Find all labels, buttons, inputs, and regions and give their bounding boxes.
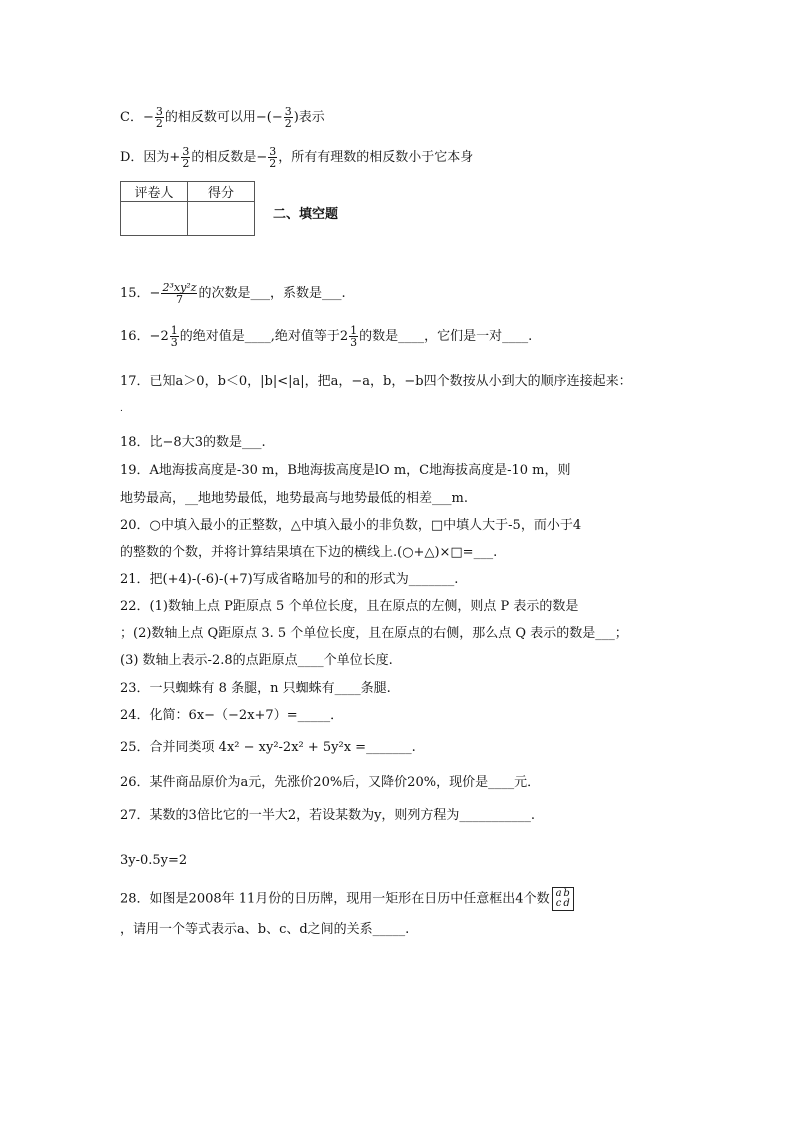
question-28-line1: 28．如图是2008年 11月份的日历牌，现用一矩形在日历中任意框出4个数 a b c d xyxy=(120,887,574,911)
option-c: C．− $\frac{3}{2}$ 的相反数可以用−(− $\frac{3}{2}$ )表示 xyxy=(120,105,325,130)
question-28-line2: ，请用一个等式表示a、b、c、d之间的关系_____. xyxy=(120,922,410,937)
fraction: $\frac{3}{2}$ xyxy=(284,105,292,130)
calendar-box: a b c d xyxy=(552,887,574,911)
question-20-line2: 的整数的个数，并将计算结果填在下边的横线上.(○+△)×□=___. xyxy=(120,545,498,560)
question-22-line1: 22．(1)数轴上点 P距原点 5 个单位长度，且在原点的左侧，则点 P 表示的数是 xyxy=(120,599,579,614)
grader-header: 评卷人 xyxy=(121,182,188,202)
grader-cell xyxy=(121,202,188,236)
question-19-line2: 地势最高，__地地势最低，地势最高与地势最低的相差___m. xyxy=(120,491,468,506)
question-27: 27．某数的3倍比它的一半大2，若设某数为y，则列方程为___________. xyxy=(120,808,536,823)
question-26: 26．某件商品原价为a元，先涨价20%后，又降价20%，现价是____元． xyxy=(120,775,541,790)
answer-27: 3y-0.5y=2 xyxy=(120,853,188,868)
question-19-line1: 19．A地海拔高度是-30 m，B地海拔高度是lO m，C地海拔高度是-10 m，则 xyxy=(120,463,571,478)
question-17-dot: . xyxy=(120,404,123,414)
question-23: 23．一只蜘蛛有 8 条腿，n 只蜘蛛有____条腿. xyxy=(120,681,391,696)
question-17: 17．已知a＞0，b＜0，|b|<|a|，把a，−a，b，−b四个数按从小到大的顺序连接起来： xyxy=(120,374,632,389)
question-16: 16．−2 $\frac{1}{3}$ 的绝对值是____,绝对值等于2 $\frac{1}{3}$ 的数是____，它们是一对____. xyxy=(120,324,533,349)
fraction: $\frac{3}{2}$ xyxy=(182,145,190,170)
fraction: $\frac{1}{3}$ xyxy=(350,324,358,349)
question-22-line3: (3) 数轴上表示-2.8的点距原点____个单位长度. xyxy=(120,653,393,668)
question-15: 15．− $\frac{\text{2³xy²z}}{7}$ 的次数是___，系数是___. xyxy=(120,281,346,306)
fraction: $\frac{3}{2}$ xyxy=(269,145,277,170)
question-24: 24．化简：6x−（−2x+7）=_____． xyxy=(120,708,344,723)
score-header: 得分 xyxy=(188,182,255,202)
option-d: D．因为+ $\frac{3}{2}$ 的相反数是− $\frac{3}{2}$ ，所有有理数的相反数小于它本身 xyxy=(120,145,474,170)
score-cell xyxy=(188,202,255,236)
fraction: $\frac{3}{2}$ xyxy=(155,105,163,130)
fraction: $\frac{1}{3}$ xyxy=(170,324,178,349)
fraction: $\frac{\text{2³xy²z}}{7}$ xyxy=(162,281,197,306)
question-21: 21．把(+4)-(-6)-(+7)写成省略加号的和的形式为_______. xyxy=(120,572,459,587)
question-20-line1: 20．○中填入最小的正整数，△中填入最小的非负数，□中填人大于-5，而小于4 xyxy=(120,518,582,533)
option-c-label: C． xyxy=(120,110,143,125)
question-18: 18．比−8大3的数是___. xyxy=(120,435,266,450)
question-25: 25．合并同类项 4x² − xy²-2x² + 5y²x =_______. xyxy=(120,740,416,755)
question-22-line2: ；(2)数轴上点 Q距原点 3. 5 个单位长度，且在原点的右侧，那么点 Q 表示的数是___； xyxy=(120,626,628,641)
score-table xyxy=(120,181,255,236)
section-title: 二、填空题 xyxy=(273,207,339,222)
